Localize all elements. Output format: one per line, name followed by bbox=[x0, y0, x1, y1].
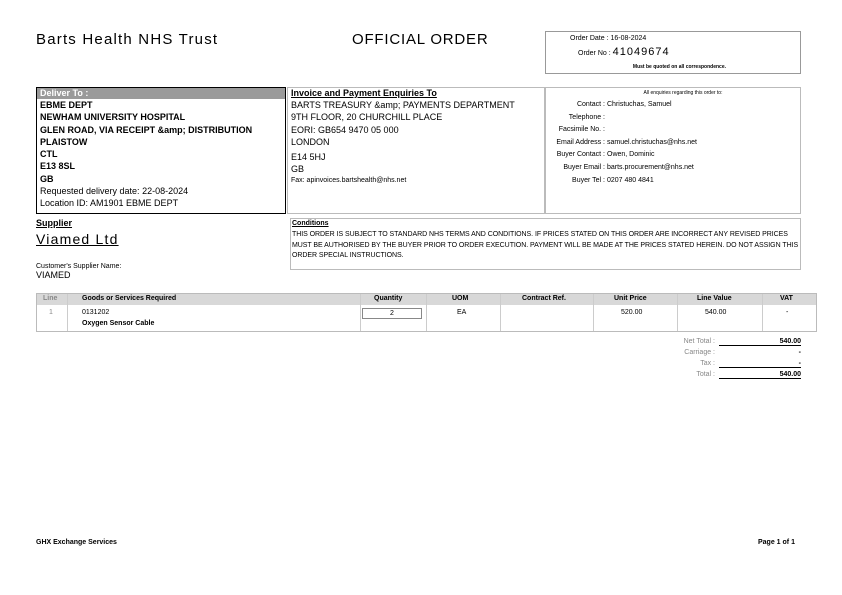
carriage-label: Carriage : bbox=[684, 349, 715, 356]
invoice-line: BARTS TREASURY &amp; PAYMENTS DEPARTMENT bbox=[291, 100, 515, 110]
column-divider bbox=[426, 294, 427, 331]
row-quantity: 2 bbox=[362, 308, 422, 319]
supplier-heading: Supplier bbox=[36, 218, 73, 228]
facsimile-label: Facsimile No. : bbox=[558, 126, 605, 134]
col-quantity: Quantity bbox=[374, 295, 403, 302]
conditions-text: THIS ORDER IS SUBJECT TO STANDARD NHS TERMS AND CONDITIONS. IF PRICES STATED ON THIS ORDER ARE INCORRECT ANY REVISED PRICES MUST BE AUTHORISED BY THE BUYER PRIOR TO ORDER EXECUTION. PAYMENT WILL BE MADE AT THE PRICES STATED HEREIN. DO NOT ASSIGN THIS ORDER SPECIAL INSTRUCTIONS. bbox=[292, 231, 799, 259]
invoice-enquiries-box bbox=[287, 87, 545, 214]
row-unit-price: 520.00 bbox=[621, 309, 643, 316]
col-goods: Goods or Services Required bbox=[82, 295, 177, 302]
col-vat: VAT bbox=[780, 295, 793, 302]
total-value: 540.00 bbox=[719, 371, 801, 379]
column-divider bbox=[360, 294, 361, 331]
buyer-tel-value: 0207 480 4841 bbox=[607, 176, 654, 184]
net-total-value: 540.00 bbox=[719, 338, 801, 346]
trust-name: Barts Health NHS Trust bbox=[36, 31, 219, 48]
column-divider bbox=[67, 294, 68, 331]
buyer-tel-label: Buyer Tel : bbox=[572, 176, 605, 184]
buyer-contact-label: Buyer Contact : bbox=[556, 151, 605, 159]
column-divider bbox=[500, 294, 501, 331]
deliver-to-box bbox=[36, 87, 286, 214]
supplier-name: Viamed Ltd bbox=[36, 231, 119, 247]
col-uom: UOM bbox=[452, 295, 469, 302]
conditions-heading: Conditions bbox=[292, 220, 329, 227]
net-total-label: Net Total : bbox=[683, 338, 715, 345]
deliver-line: E13 8SL bbox=[40, 161, 76, 172]
footer-service: GHX Exchange Services bbox=[36, 539, 117, 546]
invoice-line: GB bbox=[291, 164, 305, 175]
telephone-label: Telephone : bbox=[568, 113, 605, 121]
invoice-heading: Invoice and Payment Enquiries To bbox=[291, 88, 437, 98]
telephone-row bbox=[546, 112, 800, 125]
footer-page-number: Page 1 of 1 bbox=[758, 539, 795, 546]
deliver-line: CTL bbox=[40, 149, 58, 160]
deliver-line: GB bbox=[40, 173, 54, 184]
order-info-box bbox=[545, 31, 801, 74]
deliver-line: GLEN ROAD, VIA RECEIPT &amp; DISTRIBUTION bbox=[40, 124, 253, 135]
col-contract: Contract Ref. bbox=[522, 295, 566, 302]
contact-label: Contact : bbox=[576, 101, 605, 108]
buyer-email-label: Buyer Email : bbox=[563, 163, 605, 171]
tax-value: - bbox=[719, 360, 801, 368]
location-id: Location ID: AM1901 EBME DEPT bbox=[40, 198, 179, 209]
col-line: Line bbox=[43, 295, 58, 302]
order-no: 41049674 bbox=[612, 46, 670, 58]
email-value: samuel.christuchas@nhs.net bbox=[607, 138, 697, 146]
buyer-contact-row bbox=[546, 149, 800, 162]
order-no-line bbox=[578, 46, 670, 58]
order-lines-table bbox=[36, 293, 817, 332]
column-divider bbox=[677, 294, 678, 331]
email-row bbox=[546, 137, 800, 150]
row-product-code: 0131202 bbox=[82, 309, 110, 316]
invoice-line: LONDON bbox=[291, 136, 330, 147]
order-date-line bbox=[570, 35, 646, 42]
customer-supplier-value: VIAMED bbox=[36, 270, 71, 280]
order-date-label: Order Date : bbox=[570, 35, 609, 42]
telephone-value bbox=[605, 112, 607, 125]
email-label: Email Address : bbox=[556, 138, 605, 146]
row-vat: - bbox=[786, 309, 789, 316]
buyer-contact-value: Owen, Dominic bbox=[607, 151, 655, 159]
row-line-number: 1 bbox=[49, 309, 53, 316]
page-title: OFFICIAL ORDER bbox=[352, 31, 489, 48]
conditions-box bbox=[290, 218, 801, 270]
tax-label: Tax : bbox=[700, 360, 715, 367]
row-uom: EA bbox=[457, 309, 467, 316]
deliver-line: PLAISTOW bbox=[40, 136, 88, 147]
buyer-email-row bbox=[546, 162, 800, 175]
carriage-value: - bbox=[798, 349, 801, 356]
deliver-line: NEWHAM UNIVERSITY HOSPITAL bbox=[40, 112, 186, 123]
facsimile-value bbox=[605, 124, 607, 137]
enquiries-note: All enquiries regarding this order to: bbox=[643, 90, 723, 96]
contact-box bbox=[545, 87, 801, 214]
column-divider bbox=[762, 294, 763, 331]
row-line-value: 540.00 bbox=[705, 309, 727, 316]
buyer-tel-row bbox=[546, 175, 800, 188]
row-description: Oxygen Sensor Cable bbox=[82, 320, 155, 327]
col-line-value: Line Value bbox=[697, 295, 732, 302]
customer-supplier-label: Customer's Supplier Name: bbox=[36, 263, 122, 270]
deliver-line: EBME DEPT bbox=[40, 100, 93, 110]
buyer-email-value: barts.procurement@nhs.net bbox=[607, 163, 694, 171]
contact-value: Christuchas, Samuel bbox=[607, 101, 672, 108]
total-label: Total : bbox=[696, 371, 715, 378]
requested-delivery-date: Requested delivery date: 22-08-2024 bbox=[40, 186, 189, 197]
contact-row bbox=[546, 99, 800, 112]
supplier-section bbox=[36, 218, 119, 247]
quote-note: Must be quoted on all correspondence. bbox=[632, 64, 726, 70]
order-no-label: Order No : bbox=[578, 50, 611, 57]
facsimile-row bbox=[546, 124, 800, 137]
invoice-line: 9TH FLOOR, 20 CHURCHILL PLACE bbox=[291, 112, 443, 123]
column-divider bbox=[593, 294, 594, 331]
invoice-line: E14 5HJ bbox=[291, 152, 326, 163]
order-date: 16-08-2024 bbox=[610, 35, 647, 42]
deliver-heading: Deliver To : bbox=[37, 88, 285, 99]
invoice-fax: Fax: apinvoices.bartshealth@nhs.net bbox=[291, 176, 407, 184]
invoice-line: EORI: GB654 9470 05 000 bbox=[291, 124, 399, 135]
col-unit-price: Unit Price bbox=[614, 295, 647, 302]
